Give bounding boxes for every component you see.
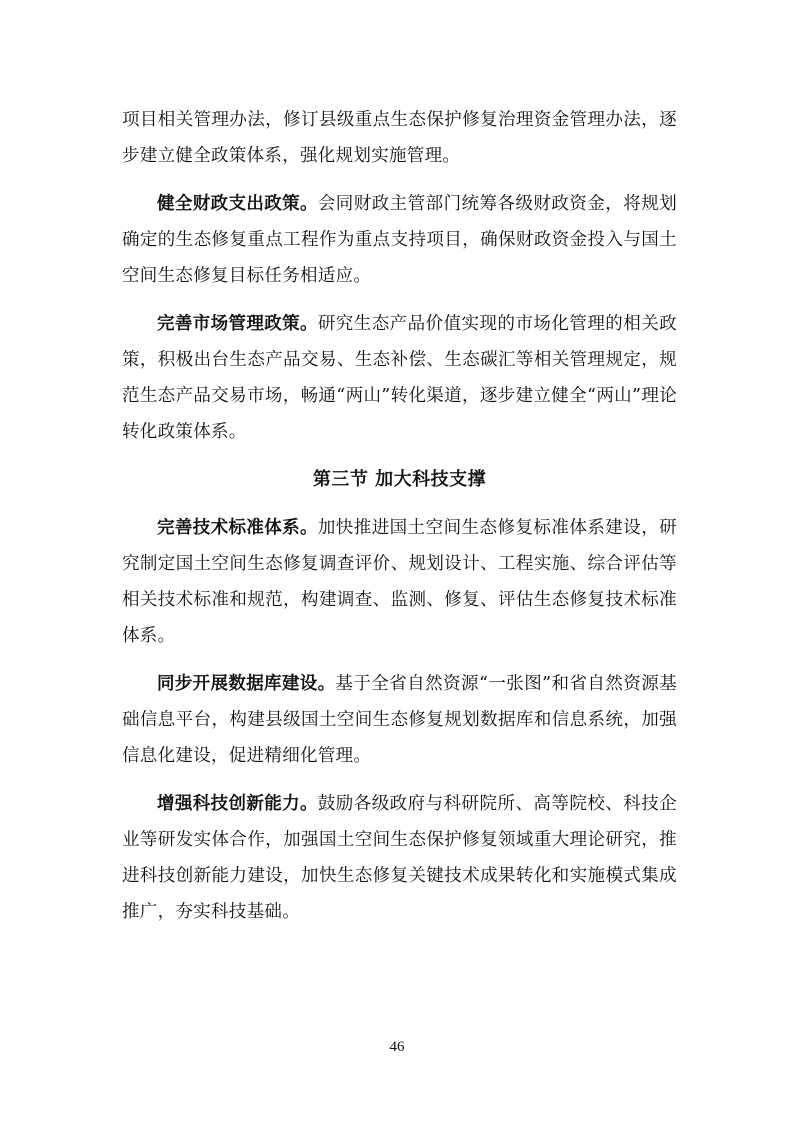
paragraph-lead-heading: 健全财政支出政策。 [157,194,318,214]
paragraph-text: 加快推进国土空间生态修复标准体系建设，研究制定国土空间生态修复调查评价、规划设计、工程实施、综合评估等相关技术标准和规范，构建调查、监测、修复、评估生态修复技术标准体系。 [122,518,677,646]
paragraph-text: 项目相关管理办法，修订县级重点生态保护修复治理资金管理办法，逐步建立健全政策体系，强化规划实施管理。 [122,110,677,166]
paragraph-innovation [122,786,677,930]
paragraph-lead-heading: 增强科技创新能力。 [157,794,318,814]
paragraph-text: 鼓励各级政府与科研院所、高等院校、科技企业等研发实体合作，加强国土空间生态保护修复领域重大理论研究，推进科技创新能力建设，加快生态修复关键技术成果转化和实施模式集成推广，夯实科技基础。 [122,794,677,922]
paragraph-text: 基于全省自然资源“一张图”和省自然资源基础信息平台，构建县级国土空间生态修复规划数据库和信息系统，加强信息化建设，促进精细化管理。 [122,674,677,766]
paragraph-tech-standards [122,510,677,654]
paragraph-text: 会同财政主管部门统筹各级财政资金，将规划确定的生态修复重点工程作为重点支持项目，确保财政资金投入与国土空间生态修复目标任务相适应。 [122,194,677,286]
paragraph-lead-heading: 同步开展数据库建设。 [157,674,336,694]
page-content [122,102,677,930]
paragraph-fiscal-policy [122,186,677,294]
section-heading: 第三节 加大科技支撑 [312,469,487,490]
paragraph-database [122,666,677,774]
paragraph-lead-heading: 完善技术标准体系。 [157,518,318,538]
paragraph-continuation [122,102,677,174]
paragraph-lead-heading: 完善市场管理政策。 [157,314,318,334]
page-number: 46 [389,1039,405,1055]
paragraph-market-policy [122,306,677,450]
paragraph-text: 研究生态产品价值实现的市场化管理的相关政策，积极出台生态产品交易、生态补偿、生态碳汇等相关管理规定，规范生态产品交易市场，畅通“两山”转化渠道，逐步建立健全“两山”理论转化政策体系。 [122,314,677,442]
